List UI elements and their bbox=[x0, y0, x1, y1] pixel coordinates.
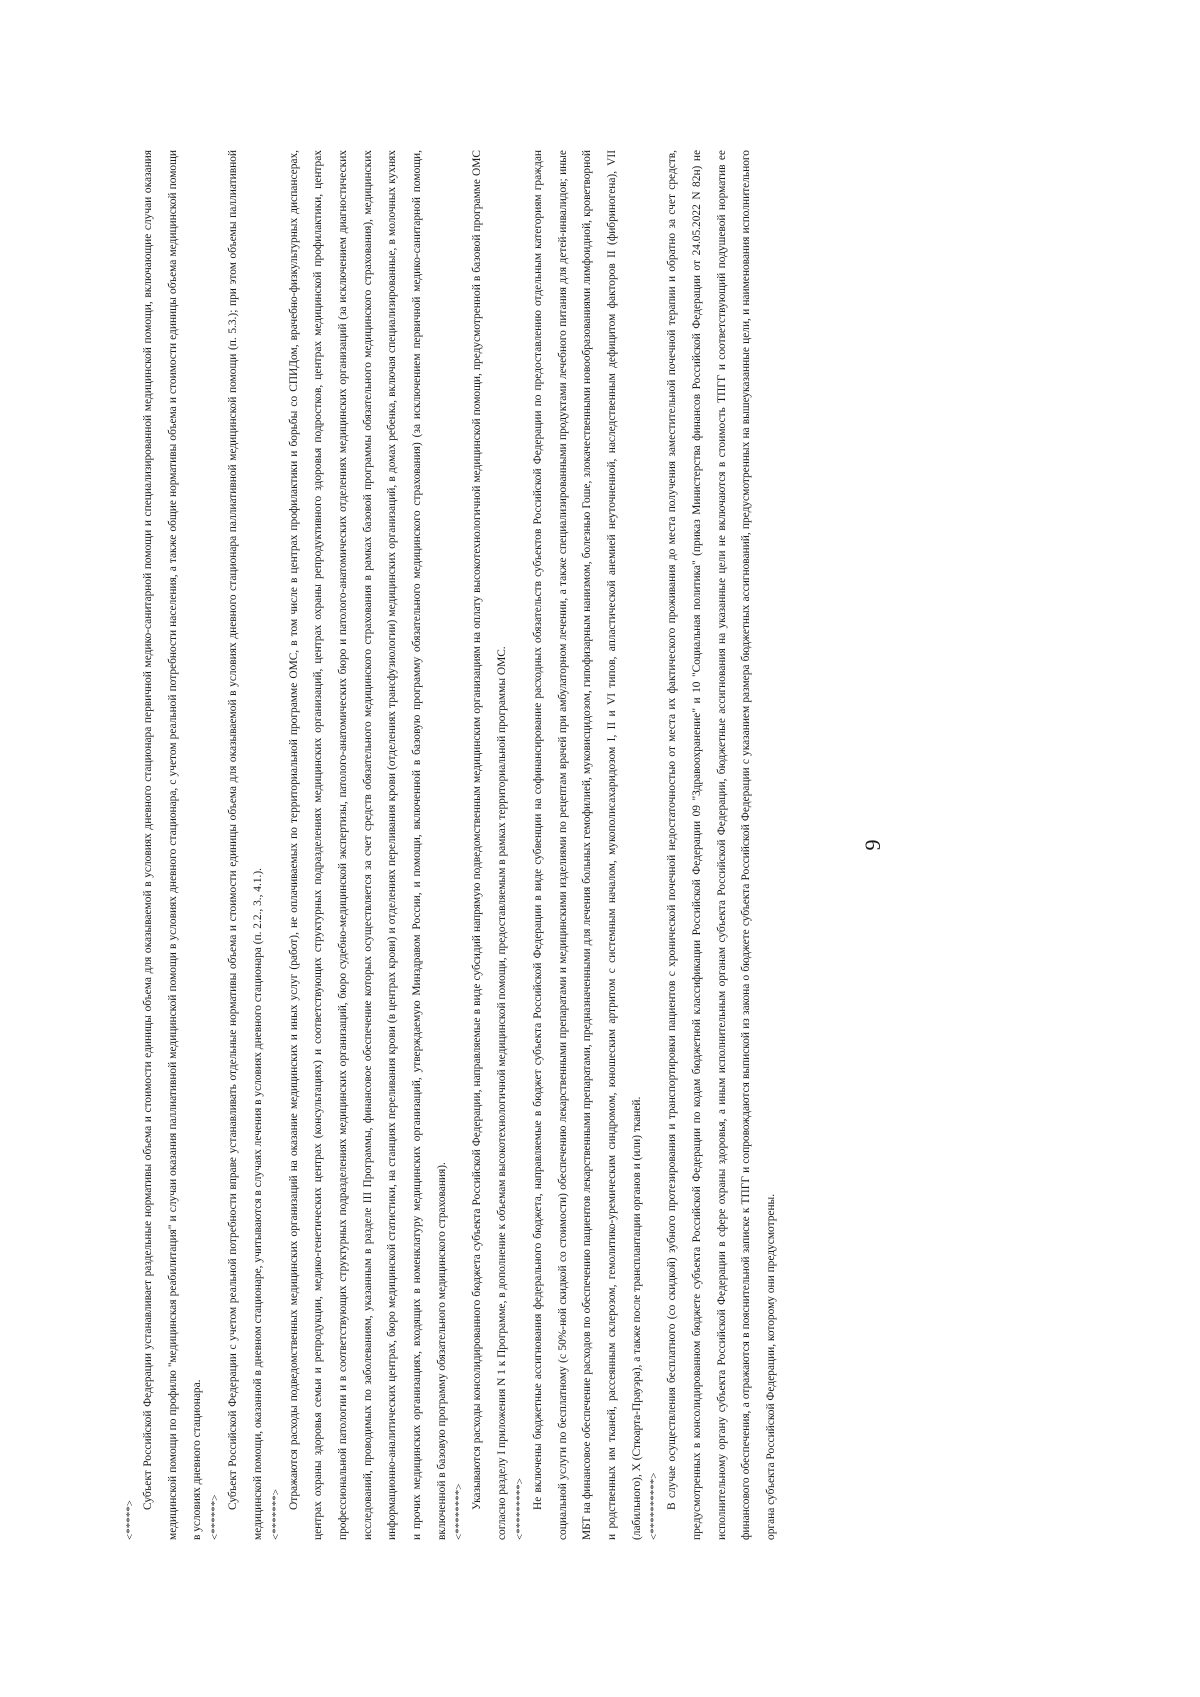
footnote-text: Отражаются расходы подведомственных медицинских организаций на оказание медицинских и иных услуг (работ), не оплачиваемых по территориальной программе ОМС, в том числе в центрах профилактики и борьбы со СПИДом, врачебно-физкультурных диспансерах, центрах охраны здоровья семьи и репродукции, медико-генетических центрах (консультациях) и соответствующих структурных подразделениях медицинских организаций, центрах охраны репродуктивного здоровья подростков, центрах медицинской профилактики, центрах профессиональной патологии и в соответствующих структурных подразделениях медицинских организаций, бюро судебно-медицинской экспертизы, патолого-анатомических бюро и патолого-анатомических отделениях медицинских организаций (за исключением диагностических исследований, проводимых по заболеваниям, указанным в разделе III Программы, финансовое обеспечение которых осуществляется за счет средств обязательного медицинского страхования в рамках базовой программы обязательного медицинского страхования), медицинских информационно-аналитических центрах, бюро медицинской статистики, на станциях переливания крови (в центрах крови) и отделениях переливания крови (отделениях трансфузиологии) медицинских организаций, в домах ребенка, включая специализированные, в молочных кухнях и прочих медицинских организациях, входящих в номенклатуру медицинских организаций, утверждаемую Минздравом России, и помощи, включенной в базовую программу обязательного медицинского страхования) (за исключением первичной медико-санитарной помощи, включенной в базовую программу обязательного медицинского страхования). bbox=[287, 150, 448, 1540]
footnote-text: В случае осуществления бесплатного (со скидкой) зубного протезирования и транспортировки пациентов с хронической почечной недостаточностью от места их фактического проживания до места получения заместительной почечной терапии и обратно за счет средств, предусмотренных в консолидированном бюджете субъекта Российской Федерации по кодам бюджетной классификации Российской Федерации 09 "Здравоохранение" и 10 "Социальная политика" (приказ Министерства финансов Российской Федерации от 24.05.2022 N 82н) не исполнительному органу субъекта Российской Федерации в сфере охраны здоровья, а иным исполнительным органам субъекта Российской Федерации, бюджетные ассигнования на указанные цели не включаются в стоимость ТПГГ и соответствующий подушевой норматив ее финансового обеспечения, а отражаются в пояснительной записке к ТПГГ и сопровождаются выпиской из закона о бюджете субъекта Российской Федерации с указанием размера бюджетных ассигнований, предусмотренных на вышеуказанные цели, и наименования исполнительного органа субъекта Российской Федерации, которому они предусмотрены. bbox=[666, 150, 778, 1540]
footnote-block bbox=[271, 150, 455, 1540]
footnote-marker: <*****> bbox=[124, 1500, 136, 1540]
footnote-marker: <********> bbox=[453, 1483, 466, 1540]
page-number: 9 bbox=[860, 839, 885, 851]
footnote-text: Не включены бюджетные ассигнования федерального бюджета, направляемые в бюджет субъекта Российской Федерации в виде субвенции на софинансирование расходных обязательств субъектов Российской Федерации по предоставлению отдельным категориям граждан социальной услуги по бесплатному (с 50%-ной скидкой со стоимости) обеспечению лекарственными препаратами и медицинскими изделиями по рецептам врачей при амбулаторном лечении, а также специализированными продуктами лечебного питания для детей-инвалидов; иные МБТ на финансовое обеспечение расходов по обеспечению пациентов лекарственными препаратами, предназначенными для лечения больных гемофилией, муковисцидозом, гипофизарным нанизмом, болезнью Гоше, злокачественными новообразованиями лимфоидной, кроветворной и родственных им тканей, рассеянным склерозом, гемолитико-уремическим синдромом, юношеским артритом с системным началом, мукополисахаридозом I, II и VI типов, апластической анемией неуточненной, наследственным дефицитом факторов II (фибриногена), VII (лабильного), X (Стюарта-Прауэра), а также после трансплантации органов и (или) тканей. bbox=[531, 150, 643, 1540]
footnote-block bbox=[649, 150, 784, 1540]
footnote-text: Субъект Российской Федерации с учетом реальной потребности вправе устанавливать отдельные нормативы объема и стоимости единицы объема для оказываемой в условиях дневного стационара паллиативной медицинской помощи (п. 5.3.); при этом объемы паллиативной медицинской помощи, оказанной в дневном стационаре, учитываются в случаях лечения в условиях дневного стационара (п. 2.2., 3., 4.1.). bbox=[227, 150, 264, 1540]
footnote-block bbox=[454, 150, 514, 1540]
footnote-marker: <**********> bbox=[648, 1472, 661, 1540]
footnote-block bbox=[210, 150, 270, 1540]
footnote-marker: <******> bbox=[209, 1494, 222, 1540]
footnote-block bbox=[515, 150, 650, 1540]
footnotes-body bbox=[125, 150, 784, 1540]
footnote-text: Указываются расходы консолидированного бюджета субъекта Российской Федерации, направляемые в виде субсидий напрямую подведомственным медицинским организациям на оплату высокотехнологичной медицинской помощи, предусмотренной в базовой программе ОМС согласно разделу I приложения N 1 к Программе, в дополнение к объемам высокотехнологичной медицинской помощи, предоставляемым в рамках территориальной программы ОМС. bbox=[471, 150, 509, 1540]
footnote-text: Субъект Российской Федерации устанавливает раздельные нормативы объема и стоимости единицы объема для оказываемой в условиях дневного стационара первичной медико-санитарной помощи и специализированной медицинской помощи, включающие случаи оказания медицинской помощи по профилю "медицинская реабилитация" и случаи оказания паллиативной медицинской помощи в условиях дневного стационара, с учетом реальной потребности населения, а также общие нормативы объема и стоимости единицы объема медицинской помощи в условиях дневного стационара. bbox=[142, 150, 204, 1540]
rotated-landscape-content bbox=[125, 150, 945, 1540]
footnote-marker: <*******> bbox=[269, 1489, 282, 1540]
footnote-block bbox=[125, 150, 210, 1540]
footnote-marker: <*********> bbox=[513, 1478, 526, 1540]
